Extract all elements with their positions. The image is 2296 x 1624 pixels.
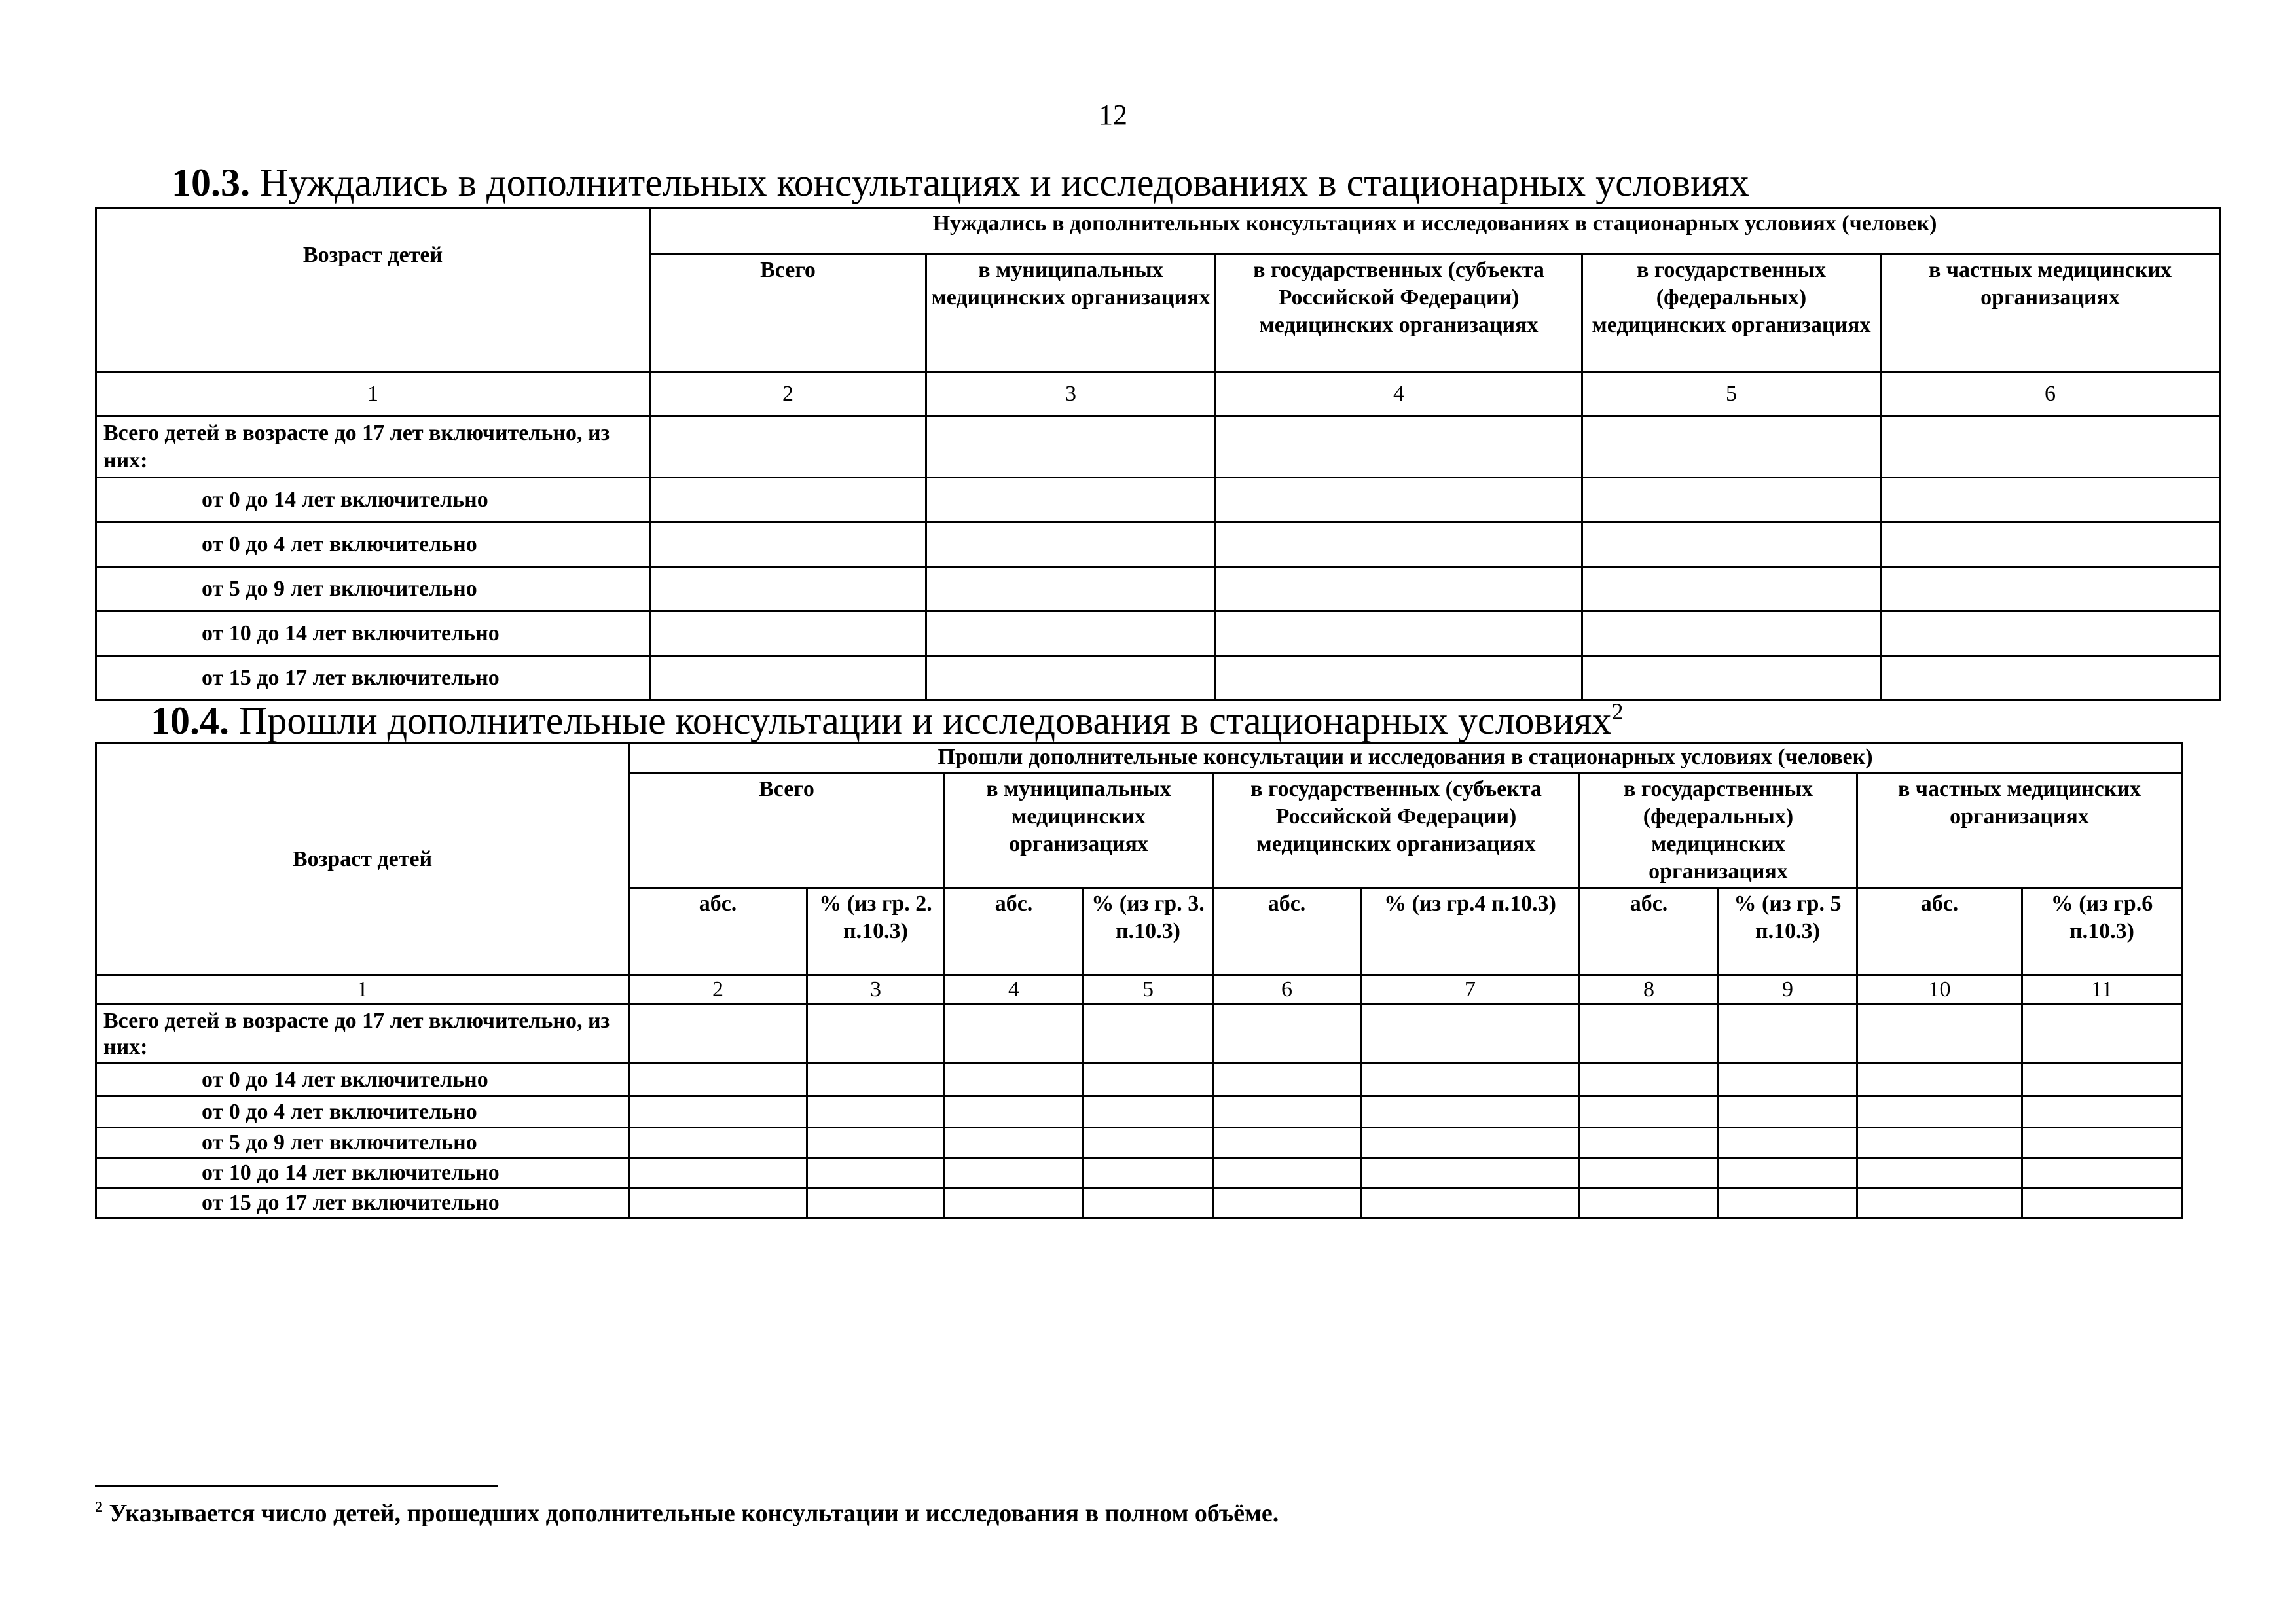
data-cell[interactable] [945,1158,1084,1188]
data-cell[interactable] [1719,1188,1857,1218]
data-cell[interactable] [2022,1096,2182,1128]
data-cell[interactable] [2022,1158,2182,1188]
data-cell[interactable] [1213,1005,1361,1064]
table-row [96,611,2220,656]
data-cell[interactable] [1361,1158,1580,1188]
column-header-private: в частных медицинских организациях [1857,774,2182,888]
data-cell[interactable] [1213,1064,1361,1096]
data-cell[interactable] [1213,1158,1361,1188]
data-cell[interactable] [2022,1064,2182,1096]
data-cell[interactable] [629,1096,807,1128]
data-cell[interactable] [1857,1158,2022,1188]
row-label-0-14: от 0 до 14 лет включительно [96,1064,629,1096]
column-number: 9 [1719,975,1857,1005]
row-label-10-14: от 10 до 14 лет включительно [96,611,650,656]
data-cell[interactable] [1857,1128,2022,1158]
row-label-0-14: от 0 до 14 лет включительно [96,478,650,522]
data-cell[interactable] [1857,1096,2022,1128]
data-cell[interactable] [1582,567,1881,611]
table-row [96,1005,2182,1064]
data-cell[interactable] [2022,1188,2182,1218]
table-row [96,1158,2182,1188]
data-cell[interactable] [1857,1064,2022,1096]
data-cell[interactable] [1361,1005,1580,1064]
section-10-4-number: 10.4. [151,699,229,742]
age-header: Возраст детей [96,208,650,372]
section-10-3-heading [172,161,1749,204]
table-row [96,656,2220,700]
data-cell[interactable] [2022,1005,2182,1064]
table-row [96,416,2220,478]
column-number: 5 [1582,372,1881,416]
footnote-separator [95,1485,498,1487]
data-cell[interactable] [1361,1128,1580,1158]
subheader-abs: абс. [1213,888,1361,975]
data-cell[interactable] [1580,1128,1719,1158]
data-cell[interactable] [1361,1064,1580,1096]
row-label-total: Всего детей в возрасте до 17 лет включительно, из них: [96,416,650,478]
table-10-4 [95,742,2183,1219]
data-cell[interactable] [1361,1096,1580,1128]
column-header-regional: в государственных (субъекта Российской Федерации) медицинских организациях [1213,774,1580,888]
section-10-3-title: Нуждались в дополнительных консультациях и исследованиях в стационарных условиях [260,161,1749,204]
column-number: 3 [926,372,1216,416]
data-cell[interactable] [807,1064,945,1096]
data-cell[interactable] [1719,1158,1857,1188]
column-header-municipal: в муниципальных медицинских организациях [926,255,1216,372]
data-cell[interactable] [650,478,926,522]
row-label-total: Всего детей в возрасте до 17 лет включительно, из них: [96,1005,629,1064]
data-cell[interactable] [1084,1188,1213,1218]
data-cell[interactable] [945,1128,1084,1158]
page-number: 12 [1099,99,1127,131]
data-cell[interactable] [1881,416,2220,478]
row-label-15-17: от 15 до 17 лет включительно [96,656,650,700]
data-cell[interactable] [1084,1128,1213,1158]
data-cell[interactable] [1213,1188,1361,1218]
data-cell[interactable] [1580,1096,1719,1128]
column-header-total: Всего [650,255,926,372]
table-10-3 [95,207,2221,701]
data-cell[interactable] [650,611,926,656]
data-cell[interactable] [945,1005,1084,1064]
column-header-private: в частных медицинских организациях [1881,255,2220,372]
column-header-federal: в государственных (федеральных) медицинских организациях [1582,255,1881,372]
footnote [95,1499,1279,1528]
data-cell[interactable] [1084,1158,1213,1188]
column-header-municipal: в муниципальных медицинских организациях [945,774,1213,888]
data-cell[interactable] [1881,522,2220,567]
data-cell[interactable] [1582,611,1881,656]
subheader-abs: абс. [1580,888,1719,975]
group-header: Прошли дополнительные консультации и исследования в стационарных условиях (человек) [629,744,2182,774]
column-number: 1 [96,372,650,416]
column-number: 2 [650,372,926,416]
subheader-abs: абс. [945,888,1084,975]
data-cell[interactable] [1213,1096,1361,1128]
table-row [96,1096,2182,1128]
data-cell[interactable] [926,478,1216,522]
data-cell[interactable] [807,1096,945,1128]
data-cell[interactable] [1216,656,1582,700]
data-cell[interactable] [1216,416,1582,478]
subheader-percent: % (из гр. 3. п.10.3) [1084,888,1213,975]
data-cell[interactable] [807,1128,945,1158]
data-cell[interactable] [629,1188,807,1218]
data-cell[interactable] [1580,1188,1719,1218]
data-cell[interactable] [1216,478,1582,522]
table-row [96,1188,2182,1218]
subheader-percent: % (из гр. 2. п.10.3) [807,888,945,975]
data-cell[interactable] [926,656,1216,700]
data-cell[interactable] [629,1128,807,1158]
data-cell[interactable] [1213,1128,1361,1158]
column-number: 11 [2022,975,2182,1005]
footnote-reference[interactable]: 2 [1611,698,1624,725]
table-row [96,1128,2182,1158]
data-cell[interactable] [629,1158,807,1188]
row-label-5-9: от 5 до 9 лет включительно [96,567,650,611]
column-number: 5 [1084,975,1213,1005]
footnote-mark: 2 [95,1499,103,1516]
data-cell[interactable] [1361,1188,1580,1218]
data-cell[interactable] [1216,522,1582,567]
section-10-4-title: Прошли дополнительные консультации и исследования в стационарных условиях [239,699,1612,742]
data-cell[interactable] [945,1096,1084,1128]
data-cell[interactable] [1719,1005,1857,1064]
table-row [96,1064,2182,1096]
data-cell[interactable] [807,1158,945,1188]
data-cell[interactable] [1582,478,1881,522]
column-number: 2 [629,975,807,1005]
row-label-10-14: от 10 до 14 лет включительно [96,1158,629,1188]
data-cell[interactable] [1580,1005,1719,1064]
data-cell[interactable] [1719,1128,1857,1158]
subheader-percent: % (из гр.4 п.10.3) [1361,888,1580,975]
column-header-regional: в государственных (субъекта Российской Федерации) медицинских организациях [1216,255,1582,372]
column-header-federal: в государственных (федеральных) медицинских организациях [1580,774,1857,888]
table-row [96,567,2220,611]
data-cell[interactable] [1084,1005,1213,1064]
table-row [96,478,2220,522]
section-10-4-heading [151,699,1623,742]
data-cell[interactable] [1216,611,1582,656]
column-number: 1 [96,975,629,1005]
column-number: 6 [1213,975,1361,1005]
data-cell[interactable] [650,656,926,700]
row-label-0-4: от 0 до 4 лет включительно [96,522,650,567]
data-cell[interactable] [1582,416,1881,478]
data-cell[interactable] [945,1064,1084,1096]
data-cell[interactable] [1881,656,2220,700]
column-number: 6 [1881,372,2220,416]
column-number: 8 [1580,975,1719,1005]
data-cell[interactable] [926,416,1216,478]
section-10-3-number: 10.3. [172,161,250,204]
data-cell[interactable] [1580,1064,1719,1096]
data-cell[interactable] [926,522,1216,567]
data-cell[interactable] [1881,567,2220,611]
data-cell[interactable] [1719,1096,1857,1128]
data-cell[interactable] [650,522,926,567]
subheader-percent: % (из гр. 5 п.10.3) [1719,888,1857,975]
data-cell[interactable] [629,1064,807,1096]
data-cell[interactable] [926,567,1216,611]
data-cell[interactable] [945,1188,1084,1218]
data-cell[interactable] [1216,567,1582,611]
data-cell[interactable] [650,416,926,478]
column-number: 4 [945,975,1084,1005]
data-cell[interactable] [1719,1064,1857,1096]
subheader-abs: абс. [1857,888,2022,975]
subheader-abs: абс. [629,888,807,975]
data-cell[interactable] [1580,1158,1719,1188]
footnote-text: Указывается число детей, прошедших дополнительные консультации и исследования в полном объёме. [109,1500,1279,1527]
data-cell[interactable] [807,1005,945,1064]
data-cell[interactable] [1881,611,2220,656]
data-cell[interactable] [926,611,1216,656]
age-header: Возраст детей [96,744,629,975]
data-cell[interactable] [1084,1064,1213,1096]
row-label-15-17: от 15 до 17 лет включительно [96,1188,629,1218]
data-cell[interactable] [1084,1096,1213,1128]
column-number: 7 [1361,975,1580,1005]
row-label-0-4: от 0 до 4 лет включительно [96,1096,629,1128]
data-cell[interactable] [629,1005,807,1064]
table-row [96,522,2220,567]
data-cell[interactable] [807,1188,945,1218]
data-cell[interactable] [1857,1005,2022,1064]
data-cell[interactable] [650,567,926,611]
data-cell[interactable] [1881,478,2220,522]
group-header: Нуждались в дополнительных консультациях и исследованиях в стационарных условиях (человек) [650,208,2220,255]
row-label-5-9: от 5 до 9 лет включительно [96,1128,629,1158]
data-cell[interactable] [1857,1188,2022,1218]
data-cell[interactable] [1582,656,1881,700]
column-number: 10 [1857,975,2022,1005]
subheader-percent: % (из гр.6 п.10.3) [2022,888,2182,975]
column-number: 4 [1216,372,1582,416]
column-header-total: Всего [629,774,945,888]
data-cell[interactable] [2022,1128,2182,1158]
column-number: 3 [807,975,945,1005]
data-cell[interactable] [1582,522,1881,567]
